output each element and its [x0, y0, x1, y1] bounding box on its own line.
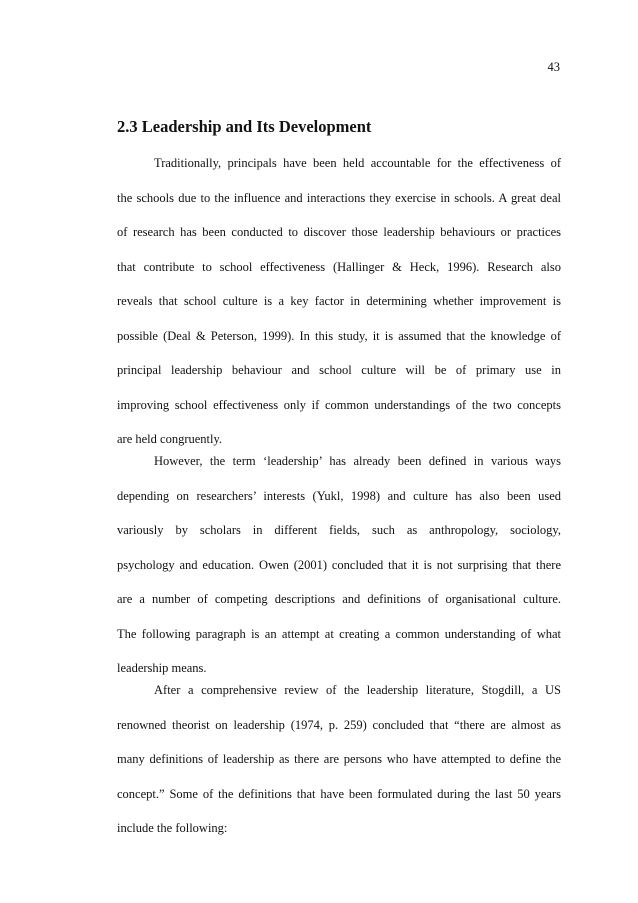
text-line: variously by scholars in different fields, such as anthropology, sociology, [117, 523, 561, 537]
text-line: principal leadership behaviour and school culture will be of primary use in [117, 363, 561, 377]
text-line: possible (Deal & Peterson, 1999). In this study, it is assumed that the knowledge of [117, 328, 561, 343]
text-line: are a number of competing descriptions and definitions of organisational culture. [117, 592, 561, 606]
text-line: improving school effectiveness only if common understandings of the two concepts [117, 397, 561, 412]
text-line: of research has been conducted to discover those leadership behaviours or practices [117, 225, 561, 239]
text-line: the schools due to the influence and interactions they exercise in schools. A great deal [117, 190, 561, 205]
text-line: reveals that school culture is a key factor in determining whether improvement is [117, 294, 561, 308]
text-line: However, the term ‘leadership’ has already been defined in various ways [154, 454, 561, 468]
text-line: are held congruently. [117, 432, 223, 446]
section-heading: 2.3 Leadership and Its Development [117, 117, 372, 136]
page-number: 43 [547, 60, 560, 74]
text-line: concept.” Some of the definitions that have been formulated during the last 50 years [117, 786, 561, 801]
text-line: include the following: [117, 821, 228, 835]
body-paragraph [117, 673, 561, 846]
text-line: renowned theorist on leadership (1974, p. 259) concluded that “there are almost as [117, 717, 561, 732]
text-line: leadership means. [117, 661, 207, 675]
body-paragraph [117, 146, 561, 457]
text-line: that contribute to school effectiveness (Hallinger & Heck, 1996). Research also [117, 259, 561, 274]
body-paragraph [117, 444, 561, 686]
text-line: Traditionally, principals have been held accountable for the effectiveness of [154, 156, 561, 170]
text-line: After a comprehensive review of the leadership literature, Stogdill, a US [154, 683, 561, 697]
text-line: many definitions of leadership as there are persons who have attempted to define the [117, 752, 561, 766]
text-line: depending on researchers’ interests (Yukl, 1998) and culture has also been used [117, 488, 561, 503]
text-line: psychology and education. Owen (2001) concluded that it is not surprising that there [117, 557, 561, 572]
text-line: The following paragraph is an attempt at creating a common understanding of what [117, 626, 561, 641]
